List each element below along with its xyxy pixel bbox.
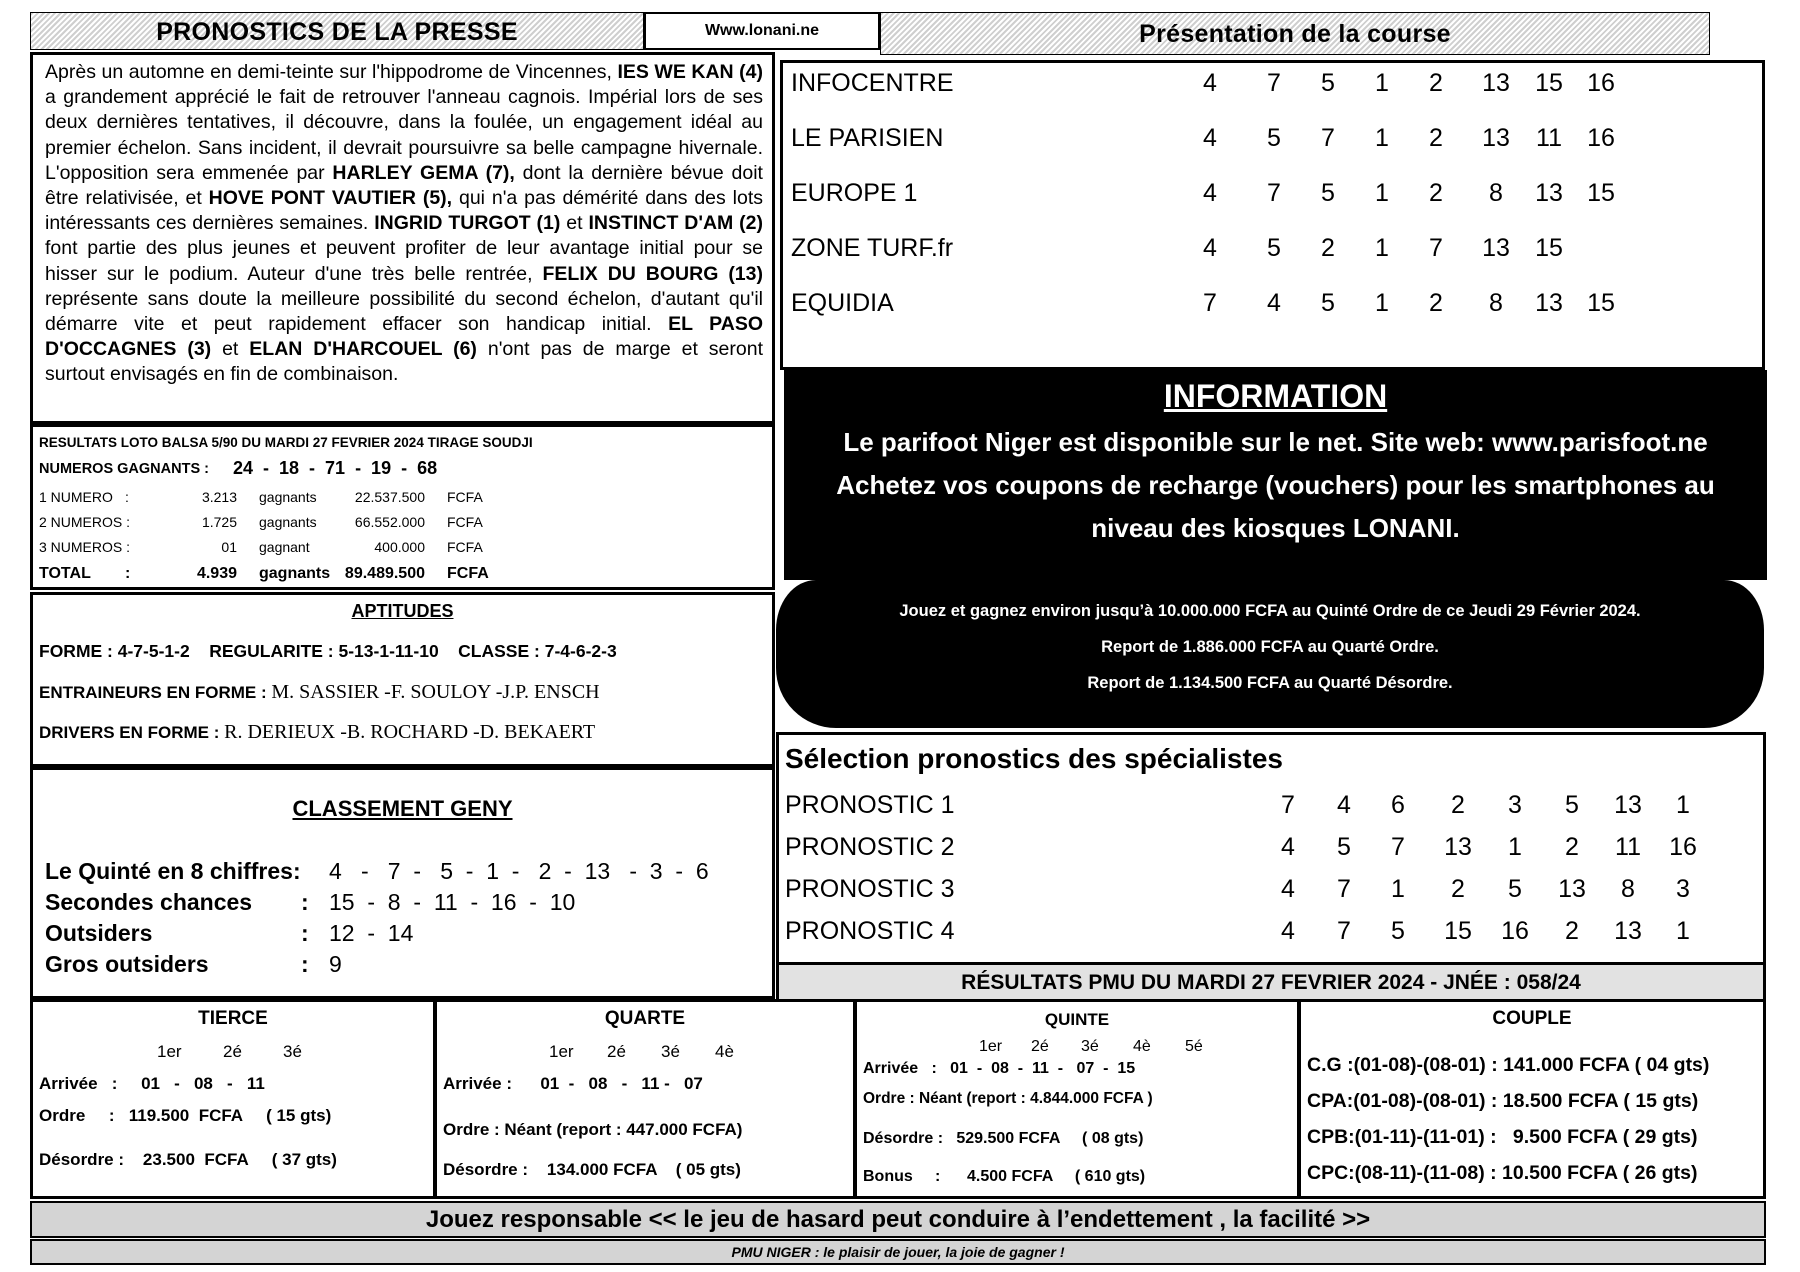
press-horse-name: FELIX DU BOURG (13) xyxy=(542,262,763,285)
horse-number: 2 xyxy=(1451,875,1465,903)
couple-title: COUPLE xyxy=(1492,1008,1572,1029)
horse-number: 7 xyxy=(1267,69,1281,97)
tierce-arrivee-label: Arrivée : xyxy=(39,1074,118,1093)
horse-number: 7 xyxy=(1337,917,1351,945)
quinte-title: QUINTE xyxy=(1044,1010,1110,1029)
loto-sep: : xyxy=(125,489,129,505)
press-horse-name: INGRID TURGOT (1) xyxy=(374,212,561,235)
horse-number: 1 xyxy=(1676,917,1690,945)
couple-line: CPB:(01-11)-(11-01) : 9.500 FCFA ( 29 gts) xyxy=(1307,1126,1698,1148)
loto-cur: FCFA xyxy=(447,514,483,530)
regularite-label: REGULARITE : xyxy=(209,641,339,661)
loto-unit: gagnant xyxy=(259,539,310,555)
loto-label: 1 NUMERO xyxy=(39,489,113,505)
source-name: EQUIDIA xyxy=(791,289,894,317)
forme-value: 4-7-5-1-2 xyxy=(117,641,190,661)
entraineurs-label: ENTRAINEURS EN FORME : xyxy=(39,683,272,702)
place-label: 4è xyxy=(1133,1038,1151,1055)
press-text-segment: n'ont pas de marge et seront surtout envisagés en fin de combinaison. xyxy=(45,338,763,386)
loto-amount: 22.537.500 xyxy=(354,489,425,505)
horse-number: 5 xyxy=(1321,179,1335,207)
entraineurs-value: M. SASSIER -F. SOULOY -J.P. ENSCH xyxy=(271,681,600,703)
horse-number: 5 xyxy=(1391,917,1405,945)
horse-number: 7 xyxy=(1337,875,1351,903)
horse-number: 4 xyxy=(1337,791,1351,819)
press-article xyxy=(30,52,775,424)
press-text-segment: font partie des plus jeunes et peuvent profiter de leur avantage initial pour se hisser sur le podium. Auteur d'une très belle rentrée, xyxy=(45,237,763,285)
horse-number: 8 xyxy=(1621,875,1635,903)
information-box xyxy=(784,370,1767,580)
press-header xyxy=(30,12,644,50)
loto-total-sep: : xyxy=(125,565,131,582)
geny-separator: : xyxy=(301,951,309,977)
horse-number: 2 xyxy=(1451,791,1465,819)
horse-number: 15 xyxy=(1587,289,1615,317)
quinte-arrivee-value: 01 - 08 - 11 - 07 - 15 xyxy=(950,1060,1136,1077)
loto-total-cur: FCFA xyxy=(447,565,489,582)
loto-total-unit: gagnants xyxy=(259,565,331,582)
horse-number: 1 xyxy=(1375,234,1389,262)
pmu-results-header xyxy=(776,965,1766,1000)
quinte-desordre: Désordre : 529.500 FCFA ( 08 gts) xyxy=(863,1130,1144,1147)
horse-number: 13 xyxy=(1614,791,1642,819)
horse-number: 7 xyxy=(1429,234,1443,262)
source-name: LE PARISIEN xyxy=(791,124,944,152)
horse-number: 15 xyxy=(1535,69,1563,97)
horse-number: 1 xyxy=(1375,69,1389,97)
horse-number: 13 xyxy=(1482,69,1510,97)
press-horse-name: HOVE PONT VAUTIER (5), xyxy=(208,187,453,210)
jackpot-line-3: Report de 1.134.500 FCFA au Quarté Désordre. xyxy=(1087,674,1453,692)
race-row xyxy=(791,69,1762,109)
horse-number: 5 xyxy=(1508,875,1522,903)
horse-number: 1 xyxy=(1391,875,1405,903)
loto-count: 3.213 xyxy=(201,489,237,505)
pronostic-name: PRONOSTIC 2 xyxy=(785,833,955,861)
place-label: 3é xyxy=(1081,1038,1099,1055)
source-name: INFOCENTRE xyxy=(791,69,954,97)
quinte-bonus: Bonus : 4.500 FCFA ( 610 gts) xyxy=(863,1168,1146,1185)
horse-number: 13 xyxy=(1444,833,1472,861)
horse-number: 7 xyxy=(1267,179,1281,207)
loto-label: 3 NUMEROS : xyxy=(39,539,131,555)
pronostic-row xyxy=(785,917,1763,953)
horse-number: 13 xyxy=(1614,917,1642,945)
pronostic-name: PRONOSTIC 4 xyxy=(785,917,955,945)
horse-number: 15 xyxy=(1587,179,1615,207)
loto-amount: 400.000 xyxy=(374,539,425,555)
quarte-arrivee-label: Arrivée : xyxy=(443,1074,512,1093)
pronostic-row xyxy=(785,791,1763,827)
drivers-value: R. DERIEUX -B. ROCHARD -D. BEKAERT xyxy=(224,721,596,743)
pronostic-name: PRONOSTIC 1 xyxy=(785,791,955,819)
couple-line: C.G :(01-08)-(08-01) : 141.000 FCFA ( 04 gts) xyxy=(1307,1054,1710,1076)
horse-number: 16 xyxy=(1501,917,1529,945)
horse-number: 7 xyxy=(1203,289,1217,317)
aptitudes-drivers xyxy=(39,721,595,744)
horse-number: 4 xyxy=(1281,833,1295,861)
aptitudes-forme xyxy=(39,641,617,662)
loto-total-amount: 89.489.500 xyxy=(344,565,425,582)
loto-count: 1.725 xyxy=(201,514,237,530)
horse-number: 4 xyxy=(1203,124,1217,152)
press-text-segment: dont la dernière bévue doit être relativisée, et xyxy=(45,161,763,210)
horse-number: 4 xyxy=(1281,917,1295,945)
geny-title: CLASSEMENT GENY xyxy=(292,796,513,821)
horse-number: 4 xyxy=(1267,289,1281,317)
pronostic-name: PRONOSTIC 3 xyxy=(785,875,955,903)
responsible-text: Jouez responsable << le jeu de hasard peut conduire à l’endettement , la facilité >> xyxy=(425,1206,1371,1233)
jackpot-line-1: Jouez et gagnez environ jusqu’à 10.000.000 FCFA au Quinté Ordre de ce Jeudi 29 Février 2024. xyxy=(899,602,1641,620)
pronostic-row xyxy=(785,833,1763,869)
press-horse-name: INSTINCT D'AM (2) xyxy=(588,212,763,235)
pronostic-row xyxy=(785,875,1763,911)
horse-number: 13 xyxy=(1535,289,1563,317)
horse-number: 1 xyxy=(1375,124,1389,152)
loto-winning-numbers: 24 - 18 - 71 - 19 - 68 xyxy=(233,458,438,478)
tierce-desordre: Désordre : 23.500 FCFA ( 37 gts) xyxy=(39,1150,337,1169)
quarte-arrivee xyxy=(443,1074,703,1094)
place-label: 3é xyxy=(283,1042,302,1061)
horse-number: 11 xyxy=(1615,833,1641,861)
classe-label: CLASSE : xyxy=(458,641,545,661)
press-horse-name: EL PASO D'OCCAGNES (3) xyxy=(45,313,763,361)
horse-number: 1 xyxy=(1375,289,1389,317)
quinte-box xyxy=(854,999,1300,1199)
press-horse-name: IES WE KAN (4) xyxy=(617,61,763,83)
aptitudes-entraineurs xyxy=(39,681,600,704)
horse-number: 4 xyxy=(1203,234,1217,262)
horse-number: 16 xyxy=(1669,833,1697,861)
quinte-arrivee xyxy=(863,1060,1135,1078)
website-box xyxy=(644,12,880,50)
information-line-2: Achetez vos coupons de recharge (vouchers) pour les smartphones au xyxy=(836,470,1715,500)
horse-number: 4 xyxy=(1203,179,1217,207)
quarte-arrivee-value: 01 - 08 - 11 - 07 xyxy=(540,1074,703,1093)
couple-line: CPA:(01-08)-(08-01) : 18.500 FCFA ( 15 gts) xyxy=(1307,1090,1699,1112)
horse-number: 2 xyxy=(1429,69,1443,97)
tierce-arrivee-value: 01 - 08 - 11 xyxy=(141,1074,265,1093)
loto-label: 2 NUMEROS : xyxy=(39,514,131,530)
horse-number: 13 xyxy=(1535,179,1563,207)
loto-title: RESULTATS LOTO BALSA 5/90 DU MARDI 27 FEVRIER 2024 TIRAGE SOUDJI xyxy=(39,435,533,450)
tierce-ordre: Ordre : 119.500 FCFA ( 15 gts) xyxy=(39,1106,332,1125)
place-label: 3é xyxy=(661,1042,680,1061)
horse-number: 1 xyxy=(1375,179,1389,207)
race-table xyxy=(780,60,1765,370)
press-text-segment: Après un automne en demi-teinte sur l'hippodrome de Vincennes, xyxy=(45,61,618,83)
press-horse-name: ELAN D'HARCOUEL (6) xyxy=(249,338,477,361)
horse-number: 13 xyxy=(1482,124,1510,152)
classe-value: 7-4-6-2-3 xyxy=(544,641,617,661)
jackpot-box xyxy=(776,580,1764,728)
horse-number: 5 xyxy=(1267,234,1281,262)
quarte-box xyxy=(434,999,856,1199)
horse-number: 15 xyxy=(1444,917,1472,945)
forme-label: FORME : xyxy=(39,641,118,661)
horse-number: 7 xyxy=(1391,833,1405,861)
loto-amount: 66.552.000 xyxy=(354,514,425,530)
press-text-segment: a grandement apprécié le fait de retrouver l'anneau cagnois. Impérial lors de ses deux dernières tentatives, il découvre, dans la foulée, un engagement idéal au premier échelon. Sans incident, il devrait poursuivre sa belle campagne hivernale. L'opposition sera emmenée par xyxy=(45,86,763,184)
horse-number: 7 xyxy=(1281,791,1295,819)
horse-number: 15 xyxy=(1535,234,1563,262)
geny-value: 15 - 8 - 11 - 16 - 10 xyxy=(329,889,576,915)
geny-separator: : xyxy=(301,920,309,946)
quinte-arrivee-label: Arrivée : xyxy=(863,1060,937,1077)
press-text xyxy=(33,55,772,388)
tierce-title: TIERCE xyxy=(198,1008,268,1029)
horse-number: 2 xyxy=(1429,179,1443,207)
race-row xyxy=(791,179,1762,219)
horse-number: 6 xyxy=(1391,791,1405,819)
aptitudes-box xyxy=(30,592,775,767)
loto-cur: FCFA xyxy=(447,489,483,505)
press-text-segment: représente sans doute la meilleure possibilité du second échelon, d'autant qu'il démarre vite et peut rapidement effacer son handicap initial. xyxy=(45,287,763,336)
race-row xyxy=(791,234,1762,274)
horse-number: 2 xyxy=(1321,234,1335,262)
regularite-value: 5-13-1-11-10 xyxy=(338,641,439,661)
horse-number: 16 xyxy=(1587,124,1615,152)
couple-line: CPC:(08-11)-(11-08) : 10.500 FCFA ( 26 gts) xyxy=(1307,1162,1698,1184)
horse-number: 2 xyxy=(1429,289,1443,317)
horse-number: 2 xyxy=(1565,833,1579,861)
horse-number: 8 xyxy=(1489,289,1503,317)
specialists-box xyxy=(776,732,1766,965)
horse-number: 2 xyxy=(1565,917,1579,945)
drivers-label: DRIVERS EN FORME : xyxy=(39,723,225,742)
tierce-box xyxy=(30,999,436,1199)
quinte-ordre: Ordre : Néant (report : 4.844.000 FCFA ) xyxy=(863,1090,1153,1107)
geny-label: Gros outsiders xyxy=(45,951,209,977)
tierce-arrivee xyxy=(39,1074,265,1094)
place-label: 2é xyxy=(607,1042,626,1061)
geny-label: Secondes chances xyxy=(45,889,253,915)
horse-number: 5 xyxy=(1337,833,1351,861)
geny-value: 12 - 14 xyxy=(329,920,414,946)
place-label: 1er xyxy=(549,1042,574,1061)
pmu-results-title: RÉSULTATS PMU DU MARDI 27 FEVRIER 2024 - JNÉE : 058/24 xyxy=(961,971,1581,994)
race-row xyxy=(791,124,1762,164)
information-title: INFORMATION xyxy=(1163,378,1388,414)
quarte-desordre: Désordre : 134.000 FCFA ( 05 gts) xyxy=(443,1160,741,1179)
race-row xyxy=(791,289,1762,329)
place-label: 2é xyxy=(223,1042,242,1061)
place-label: 2é xyxy=(1031,1038,1049,1055)
horse-number: 5 xyxy=(1267,124,1281,152)
loto-box xyxy=(30,424,775,590)
horse-number: 11 xyxy=(1536,124,1562,152)
horse-number: 5 xyxy=(1321,69,1335,97)
press-text-segment: et xyxy=(560,212,589,235)
responsible-banner xyxy=(30,1201,1766,1238)
loto-count: 01 xyxy=(221,539,237,555)
information-line-1: Le parifoot Niger est disponible sur le net. Site web: www.parisfoot.ne xyxy=(843,427,1708,457)
press-horse-name: HARLEY GEMA (7), xyxy=(332,161,515,184)
loto-total-label: TOTAL xyxy=(39,565,91,582)
place-label: 4è xyxy=(715,1042,734,1061)
loto-unit: gagnants xyxy=(259,514,317,530)
quarte-ordre: Ordre : Néant (report : 447.000 FCFA) xyxy=(443,1120,743,1139)
horse-number: 7 xyxy=(1321,124,1335,152)
horse-number: 8 xyxy=(1489,179,1503,207)
horse-number: 16 xyxy=(1587,69,1615,97)
geny-separator: : xyxy=(301,889,309,915)
horse-number: 2 xyxy=(1429,124,1443,152)
source-name: ZONE TURF.fr xyxy=(791,234,954,262)
horse-number: 5 xyxy=(1321,289,1335,317)
race-title: Présentation de la course xyxy=(1139,20,1451,48)
geny-label: Le Quinté en 8 chiffres: xyxy=(45,858,301,884)
couple-box xyxy=(1298,999,1766,1199)
horse-number: 4 xyxy=(1203,69,1217,97)
information-line-3: niveau des kiosques LONANI. xyxy=(1091,513,1460,543)
race-header xyxy=(880,12,1710,55)
slogan-text: PMU NIGER : le plaisir de jouer, la joie de gagner ! xyxy=(731,1244,1065,1260)
loto-cur: FCFA xyxy=(447,539,483,555)
specialists-title: Sélection pronostics des spécialistes xyxy=(785,743,1283,774)
loto-total-count: 4.939 xyxy=(196,565,237,582)
geny-value: 9 xyxy=(329,951,342,977)
geny-box xyxy=(30,767,775,999)
horse-number: 3 xyxy=(1508,791,1522,819)
horse-number: 3 xyxy=(1676,875,1690,903)
place-label: 5é xyxy=(1185,1038,1203,1055)
horse-number: 4 xyxy=(1281,875,1295,903)
press-text-segment: qui n'a pas démérité dans des lots intéressants ces dernières semaines. xyxy=(45,187,763,235)
press-text-segment: et xyxy=(211,338,250,361)
place-label: 1er xyxy=(157,1042,182,1061)
slogan-banner xyxy=(30,1239,1766,1265)
source-name: EUROPE 1 xyxy=(791,179,918,207)
jackpot-line-2: Report de 1.886.000 FCFA au Quarté Ordre. xyxy=(1101,638,1439,656)
horse-number: 1 xyxy=(1508,833,1522,861)
geny-value: 4 - 7 - 5 - 1 - 2 - 13 - 3 - 6 xyxy=(329,858,709,884)
horse-number: 13 xyxy=(1482,234,1510,262)
website-link[interactable]: Www.lonani.ne xyxy=(704,22,820,39)
horse-number: 1 xyxy=(1676,791,1690,819)
horse-number: 13 xyxy=(1558,875,1586,903)
aptitudes-title: APTITUDES xyxy=(351,601,454,621)
horse-number: 5 xyxy=(1565,791,1579,819)
geny-label: Outsiders xyxy=(45,920,153,946)
press-title: PRONOSTICS DE LA PRESSE xyxy=(156,18,518,46)
loto-winning-label: NUMEROS GAGNANTS : xyxy=(39,461,209,477)
place-label: 1er xyxy=(979,1038,1003,1055)
loto-unit: gagnants xyxy=(259,489,317,505)
quarte-title: QUARTE xyxy=(604,1008,686,1029)
